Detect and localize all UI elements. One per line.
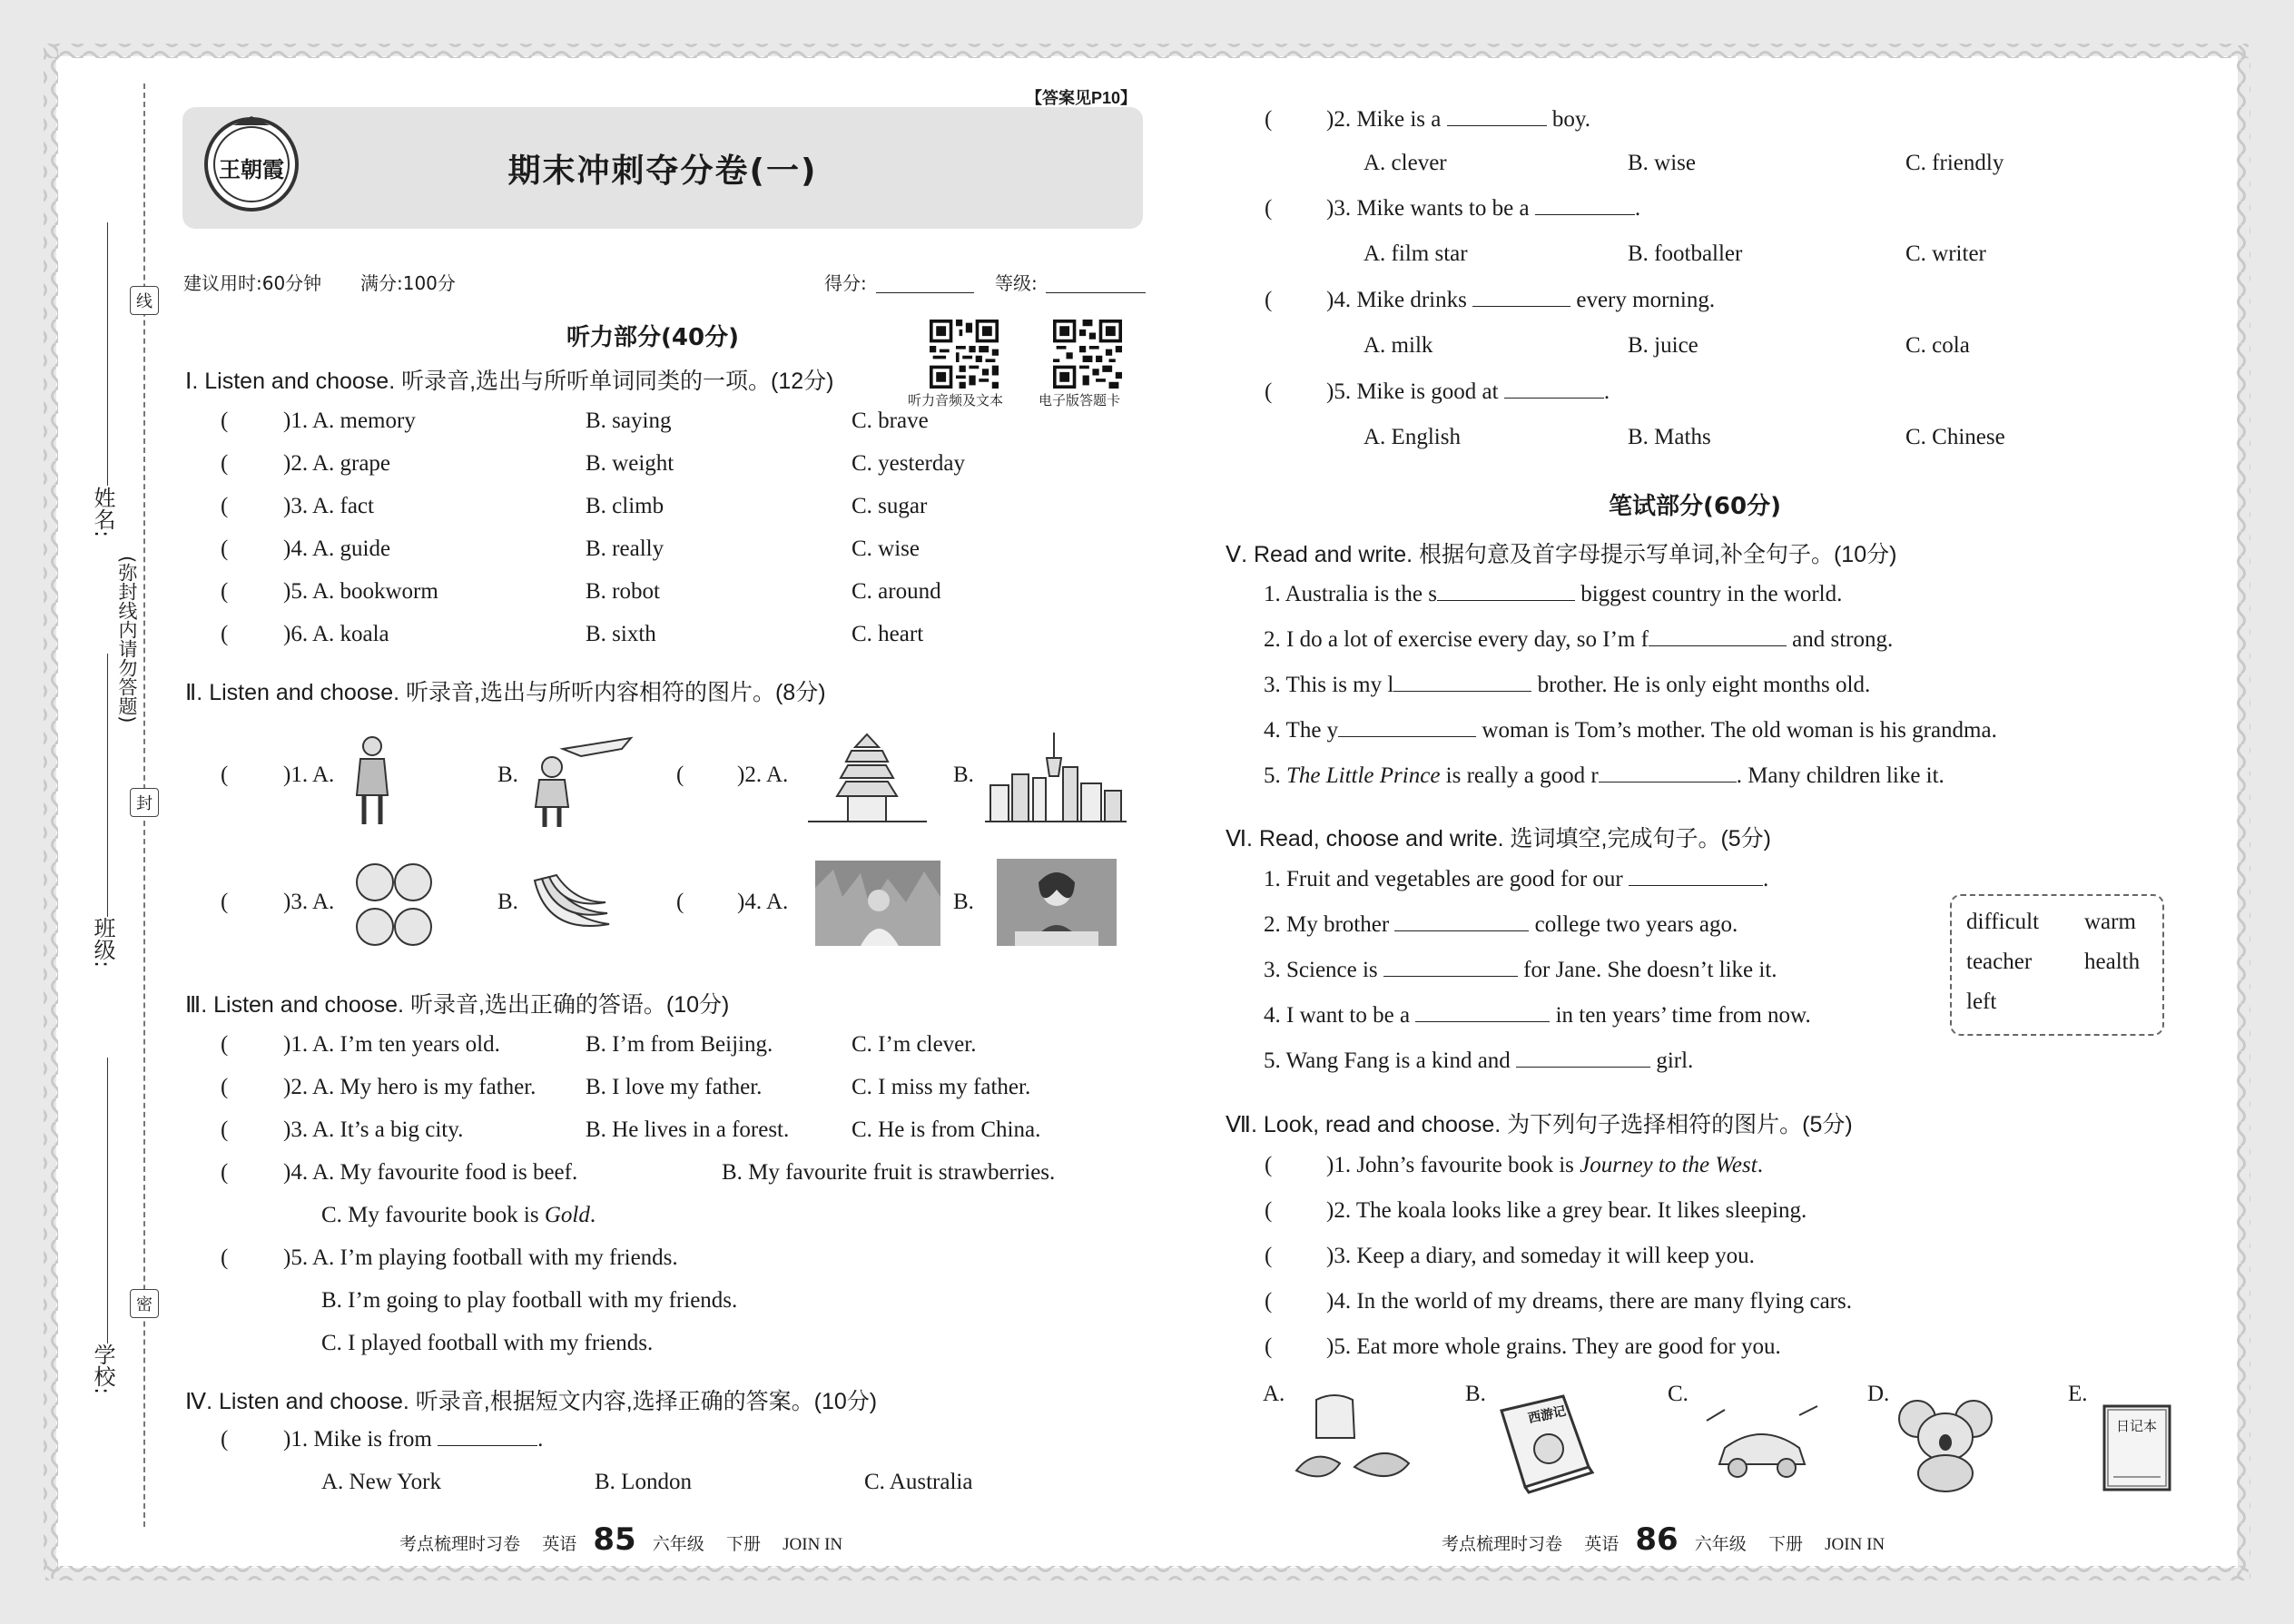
part4-q3-question: )3. Mike wants to be a .	[1326, 196, 1641, 221]
part1-q2-option-a: )2. A. grape	[283, 451, 391, 476]
part2-q2-bracket: (	[676, 763, 684, 787]
part3-q5-option-c: C. I played football with my friends.	[321, 1331, 654, 1355]
part5-blank-3[interactable]	[1393, 690, 1531, 692]
seal-tag: 封	[130, 788, 159, 817]
part1-q4-option-a: )4. A. guide	[283, 536, 391, 561]
part4-q4-question: )4. Mike drinks every morning.	[1326, 288, 1716, 312]
part2-q2-b-label: B.	[953, 763, 974, 787]
part3-q3-option-c: C. He is from China.	[852, 1117, 1041, 1142]
part4-q5-bracket: (	[1265, 379, 1273, 404]
part7-q4-bracket: (	[1265, 1289, 1273, 1314]
score-label: 得分:	[824, 272, 867, 294]
part3-instruction: Ⅲ. Listen and choose. 听录音,选出正确的答语。(10分)	[185, 992, 730, 1018]
part1-q4-option-b: B. really	[586, 536, 665, 561]
part4-q2-blank[interactable]	[1447, 124, 1547, 126]
part4-q2-option-c: C. friendly	[1905, 151, 2004, 175]
part5-instruction: Ⅴ. Read and write. 根据句意及首字母提示写单词,补全句子。(10分)	[1226, 542, 1897, 567]
part5-blank-2[interactable]	[1649, 645, 1787, 646]
score-field[interactable]	[876, 292, 974, 293]
footer-subject-right: 英语	[1584, 1534, 1620, 1554]
part4-q2-bracket: (	[1265, 107, 1273, 132]
part5-blank-4[interactable]	[1338, 735, 1476, 737]
footer-term: 下册	[725, 1534, 761, 1554]
part4-q1-option-b: B. London	[595, 1470, 692, 1494]
class-field[interactable]	[107, 654, 108, 917]
whole-grain-bread-picture[interactable]	[1289, 1391, 1418, 1492]
part7-instruction: Ⅶ. Look, read and choose. 为下列句子选择相符的图片。(5分)	[1226, 1112, 1853, 1137]
part2-q3-bracket: (	[221, 890, 229, 914]
grade-field[interactable]	[1046, 292, 1146, 293]
writing-section-title: 笔试部分(60分)	[1609, 493, 1781, 520]
part3-q1-bracket: (	[221, 1032, 229, 1057]
part4-q3-option-c: C. writer	[1905, 241, 1986, 266]
part7-q3-bracket: (	[1265, 1244, 1273, 1268]
part2-q1-bracket: (	[221, 763, 229, 787]
part3-q4-option-c: C. My favourite book is Gold.	[321, 1203, 596, 1227]
part7-q2-bracket: (	[1265, 1198, 1273, 1223]
city-skyline-picture[interactable]	[983, 731, 1128, 829]
part5-sentence-4: 4. The y woman is Tom’s mother. The old woman is his grandma.	[1264, 718, 1997, 743]
grade-label: 等级:	[995, 272, 1038, 294]
part2-q4-b-label: B.	[953, 890, 974, 914]
part1-q6-option-c: C. heart	[852, 622, 924, 646]
picture-label-c: C.	[1668, 1382, 1689, 1406]
part3-q3-option-a: )3. A. It’s a big city.	[283, 1117, 464, 1142]
part5-blank-5[interactable]	[1599, 781, 1737, 782]
footer-grade: 六年级	[652, 1534, 704, 1554]
word-bank-word-3: teacher	[1966, 950, 2033, 974]
part4-q1-option-a: A. New York	[321, 1470, 441, 1494]
footer-edition-right: JOIN IN	[1825, 1535, 1885, 1554]
part4-q4-option-c: C. cola	[1905, 333, 1970, 358]
diary-title: 日记本	[2116, 1418, 2158, 1434]
full-score: 满分:100分	[360, 272, 456, 294]
part1-q3-option-a: )3. A. fact	[283, 494, 374, 518]
footer-right	[1442, 1521, 1885, 1558]
part1-instruction: Ⅰ. Listen and choose. 听录音,选出与所听单词同类的一项。(12分)	[185, 369, 834, 394]
part4-q2-question: )2. Mike is a boy.	[1326, 107, 1591, 132]
suggested-time: 建议用时:60分钟	[183, 272, 322, 294]
pears-picture[interactable]	[352, 858, 436, 953]
part4-q1-blank[interactable]	[438, 1444, 537, 1446]
name-label: 姓名:	[90, 487, 115, 538]
part4-q5-option-c: C. Chinese	[1905, 425, 2005, 449]
part4-q4-option-a: A. milk	[1364, 333, 1433, 358]
footer-left	[399, 1521, 842, 1558]
part3-q1-option-a: )1. A. I’m ten years old.	[283, 1032, 500, 1057]
part6-blank-5[interactable]	[1516, 1066, 1650, 1068]
part4-q5-option-b: B. Maths	[1628, 425, 1711, 449]
logo-text: 王朝霞	[219, 156, 284, 182]
line-tag: 线	[130, 286, 159, 315]
part4-q1-bracket: (	[221, 1427, 229, 1452]
part3-q3-bracket: (	[221, 1117, 229, 1142]
part7-sentence-5: )5. Eat more whole grains. They are good for you.	[1326, 1334, 1781, 1359]
part1-q3-bracket: (	[221, 494, 229, 518]
part2-q2-label: )2. A.	[737, 763, 789, 787]
part3-q1-option-b: B. I’m from Beijing.	[586, 1032, 773, 1057]
part5-sentence-3: 3. This is my l brother. He is only eight months old.	[1264, 673, 1871, 697]
girl-writing-photo[interactable]	[997, 859, 1117, 946]
part4-q5-question: )5. Mike is good at .	[1326, 379, 1610, 404]
part1-q4-option-c: C. wise	[852, 536, 920, 561]
koala-picture[interactable]	[1895, 1395, 1995, 1493]
part5-sentence-1: 1. Australia is the s biggest country in the world.	[1264, 582, 1843, 606]
part1-q3-option-b: B. climb	[586, 494, 665, 518]
listening-section-title: 听力部分(40分)	[566, 324, 739, 351]
book-title: 西游记	[1527, 1403, 1568, 1427]
part2-q3-label: )3. A.	[283, 890, 335, 914]
part6-sentence-1: 1. Fruit and vegetables are good for our .	[1264, 867, 1769, 891]
page-number-right: 86	[1635, 1521, 1679, 1558]
part4-q4-option-b: B. juice	[1628, 333, 1698, 358]
part3-q2-option-a: )2. A. My hero is my father.	[283, 1075, 537, 1099]
part3-q4-option-a: )4. A. My favourite food is beef.	[283, 1160, 578, 1185]
part1-q5-option-a: )5. A. bookworm	[283, 579, 438, 604]
part3-q5-bracket: (	[221, 1245, 229, 1270]
part7-q5-bracket: (	[1265, 1334, 1273, 1359]
bananas-picture[interactable]	[529, 871, 613, 940]
part7-sentence-1: )1. John’s favourite book is Journey to the West.	[1326, 1153, 1763, 1177]
picture-label-e: E.	[2068, 1382, 2088, 1406]
part4-q3-option-a: A. film star	[1364, 241, 1468, 266]
footer-series-right: 考点梳理时习卷	[1442, 1534, 1563, 1554]
man-in-field-photo[interactable]	[815, 861, 940, 946]
class-label: 班级:	[90, 917, 115, 969]
part3-q4-option-b: B. My favourite fruit is strawberries.	[722, 1160, 1056, 1185]
name-field[interactable]	[107, 222, 108, 486]
part1-q1-bracket: (	[221, 408, 229, 433]
part1-q1-option-a: )1. A. memory	[283, 408, 416, 433]
part6-sentence-4: 4. I want to be a in ten years’ time from now.	[1264, 1003, 1811, 1028]
part1-q6-bracket: (	[221, 622, 229, 646]
page-number-left: 85	[593, 1521, 636, 1558]
part5-blank-1[interactable]	[1437, 599, 1575, 601]
part1-q1-option-c: C. brave	[852, 408, 929, 433]
part5-sentence-2: 2. I do a lot of exercise every day, so I’m f and strong.	[1264, 627, 1894, 652]
part1-q3-option-c: C. sugar	[852, 494, 928, 518]
part6-sentence-2: 2. My brother college two years ago.	[1264, 912, 1738, 937]
seal-tag-2: 密	[130, 1289, 159, 1318]
part6-sentence-3: 3. Science is for Jane. She doesn’t like it.	[1264, 958, 1777, 982]
part6-sentence-5: 5. Wang Fang is a kind and girl.	[1264, 1048, 1694, 1073]
picture-label-b: B.	[1465, 1382, 1486, 1406]
part1-q5-option-c: C. around	[852, 579, 941, 604]
part3-q5-option-a: )5. A. I’m playing football with my friends.	[283, 1245, 678, 1270]
word-bank-word-4: health	[2084, 950, 2141, 974]
word-bank-word-1: difficult	[1966, 910, 2040, 934]
part1-q6-option-a: )6. A. koala	[283, 622, 389, 646]
footer-subject: 英语	[542, 1534, 577, 1554]
part4-q3-option-b: B. footballer	[1628, 241, 1743, 266]
part4-q3-blank[interactable]	[1535, 213, 1635, 215]
part4-q1-option-c: C. Australia	[864, 1470, 973, 1494]
part1-q1-option-b: B. saying	[586, 408, 672, 433]
school-field[interactable]	[107, 1058, 108, 1343]
answer-reference: 【答案见P10】	[1026, 89, 1137, 107]
part1-q5-bracket: (	[221, 579, 229, 604]
part3-q2-option-c: C. I miss my father.	[852, 1075, 1031, 1099]
part1-q6-option-b: B. sixth	[586, 622, 656, 646]
part7-q1-bracket: (	[1265, 1153, 1273, 1177]
part7-sentence-3: )3. Keep a diary, and someday it will keep you.	[1326, 1244, 1755, 1268]
part1-q2-option-b: B. weight	[586, 451, 674, 476]
part4-q5-blank[interactable]	[1504, 397, 1604, 399]
part4-q1-question: )1. Mike is from .	[283, 1427, 544, 1452]
picture-label-a: A.	[1263, 1382, 1285, 1406]
part2-q4-label: )4. A.	[737, 890, 789, 914]
qr-code-answer-sheet[interactable]	[1053, 320, 1122, 389]
part6-blank-4[interactable]	[1415, 1020, 1550, 1022]
part3-q4-bracket: (	[221, 1160, 229, 1185]
part3-q2-bracket: (	[221, 1075, 229, 1099]
part1-q5-option-b: B. robot	[586, 579, 660, 604]
word-bank-word-2: warm	[2084, 910, 2136, 934]
qr-caption-audio: 听力音频及文本	[908, 392, 1004, 408]
part4-instruction: Ⅳ. Listen and choose. 听录音,根据短文内容,选择正确的答案。(10分)	[185, 1389, 878, 1414]
picture-label-d: D.	[1867, 1382, 1890, 1406]
part3-q3-option-b: B. He lives in a forest.	[586, 1117, 790, 1142]
footer-grade-right: 六年级	[1694, 1534, 1747, 1554]
part7-sentence-2: )2. The koala looks like a grey bear. It likes sleeping.	[1326, 1198, 1807, 1223]
part1-q2-bracket: (	[221, 451, 229, 476]
footer-series: 考点梳理时习卷	[399, 1534, 521, 1554]
part6-blank-1[interactable]	[1629, 884, 1763, 886]
part2-q4-bracket: (	[676, 890, 684, 914]
pagoda-tower-picture[interactable]	[806, 731, 929, 829]
part6-blank-3[interactable]	[1383, 975, 1518, 977]
part3-q1-option-c: C. I’m clever.	[852, 1032, 977, 1057]
part6-blank-2[interactable]	[1394, 930, 1529, 931]
footer-edition: JOIN IN	[783, 1535, 843, 1554]
part4-q5-option-a: A. English	[1364, 425, 1461, 449]
flying-car-picture[interactable]	[1698, 1403, 1826, 1489]
part4-q4-bracket: (	[1265, 288, 1273, 312]
part4-q2-option-b: B. wise	[1628, 151, 1696, 175]
part1-q4-bracket: (	[221, 536, 229, 561]
part2-instruction: Ⅱ. Listen and choose. 听录音,选出与所听内容相符的图片。(8分)	[185, 680, 826, 705]
sealing-warning: (弥封线内请勿答题)	[116, 556, 138, 723]
part1-q2-option-c: C. yesterday	[852, 451, 965, 476]
part4-q2-option-a: A. clever	[1364, 151, 1447, 175]
part4-q3-bracket: (	[1265, 196, 1273, 221]
word-bank-word-5: left	[1966, 989, 1997, 1014]
boy-standing-picture[interactable]	[350, 733, 395, 829]
part2-q1-label: )1. A.	[283, 763, 335, 787]
part5-sentence-5: 5. The Little Prince is really a good r . Many children like it.	[1264, 763, 1944, 788]
page-title: 期末冲刺夺分卷(一)	[507, 152, 818, 190]
part4-q4-blank[interactable]	[1472, 305, 1570, 307]
part3-q2-option-b: B. I love my father.	[586, 1075, 763, 1099]
part7-sentence-4: )4. In the world of my dreams, there are many flying cars.	[1326, 1289, 1852, 1314]
qr-code-audio[interactable]	[930, 320, 999, 389]
qr-caption-answer-sheet: 电子版答题卡	[1039, 392, 1121, 408]
school-label: 学校:	[90, 1343, 115, 1395]
part2-q1-b-label: B.	[497, 763, 518, 787]
boy-with-plane-picture[interactable]	[527, 731, 635, 829]
part2-q3-b-label: B.	[497, 890, 518, 914]
part3-q5-option-b: B. I’m going to play football with my friends.	[321, 1288, 738, 1313]
part6-instruction: Ⅵ. Read, choose and write. 选词填空,完成句子。(5分)	[1226, 826, 1772, 851]
footer-term-right: 下册	[1767, 1534, 1803, 1554]
